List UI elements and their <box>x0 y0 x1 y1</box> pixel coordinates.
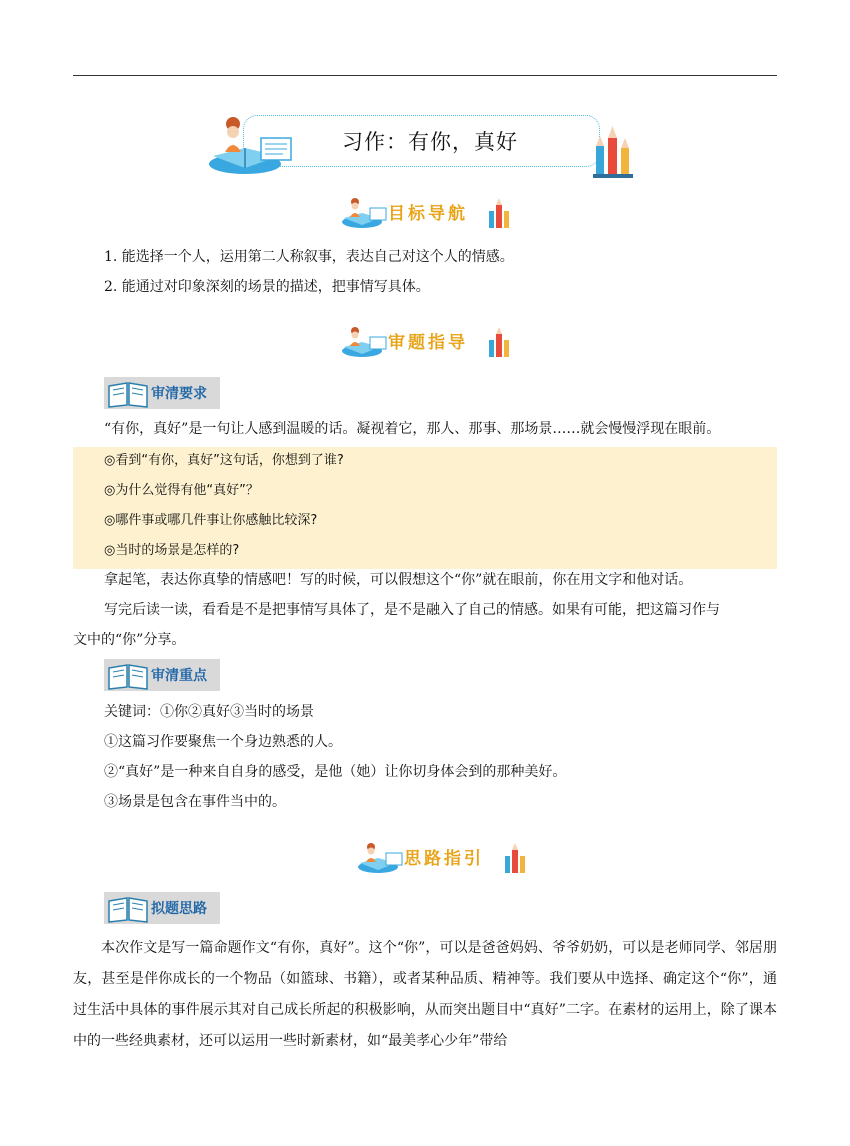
open-book-icon <box>107 895 149 923</box>
section-header-review <box>340 325 515 359</box>
requirement-text: 写完后读一读，看看是不是把事情写具体了，是不是融入了自己的情感。如果有可能，把这篇习作与 <box>104 602 720 618</box>
subheader-label: 拟题思路 <box>151 901 207 917</box>
focus-line: ②“真好”是一种来自自身的感受，是他（她）让你切身体会到的那种美好。 <box>104 764 567 780</box>
question-item: ◎当时的场景是怎样的? <box>104 543 240 558</box>
pencils-icon <box>502 842 528 874</box>
subheader-focus <box>104 659 220 691</box>
focus-line: ③场景是包含在事件当中的。 <box>104 794 286 810</box>
section-header-ideas <box>356 841 531 875</box>
question-item: ◎为什么觉得有他“真好”？ <box>104 483 259 498</box>
page-title: 习作：有你，真好 <box>342 130 518 154</box>
girl-reading-icon <box>340 196 388 230</box>
question-box <box>73 447 777 569</box>
thinking-paragraph: 本次作文是写一篇命题作文“有你，真好”。这个“你”，可以是爸爸妈妈、爷爷奶奶，可以是老师同学、邻居朋友，甚至是伴你成长的一个物品（如篮球、书籍），或者某种品质、精神等。我们要从中选择、确定这个“你”，通过生活中具体的事件展示其对自己成长所起的积极影响，从而突出题目中“真好”二字。在素材的运用上，除了课本中的一些经典素材，还可以运用一些时新素材，如“最美孝心少年”带给 <box>73 940 777 1049</box>
subheader-label: 审清重点 <box>151 668 207 684</box>
pencils-icon <box>486 197 512 229</box>
girl-reading-icon <box>356 841 404 875</box>
focus-line: 关键词：①你②真好③当时的场景 <box>104 704 314 720</box>
open-book-icon <box>107 662 149 690</box>
subheader-thinking <box>104 892 220 924</box>
pencils-icon <box>590 122 638 180</box>
section-title: 审题指导 <box>388 333 468 353</box>
goal-item: 2. 能通过对印象深刻的场景的描述，把事情写具体。 <box>104 279 430 295</box>
section-title: 目标导航 <box>388 204 468 224</box>
question-item: ◎哪件事或哪几件事让你感触比较深? <box>104 513 318 528</box>
title-banner <box>205 112 637 174</box>
girl-reading-icon <box>340 325 388 359</box>
section-header-goal <box>340 196 515 230</box>
focus-line: ①这篇习作要聚焦一个身边熟悉的人。 <box>104 734 342 750</box>
girl-reading-icon <box>205 112 297 178</box>
section-title: 思路指引 <box>404 849 484 869</box>
requirement-text: 文中的“你”分享。 <box>73 632 186 648</box>
subheader-label: 审清要求 <box>151 386 207 402</box>
header-rule <box>73 75 777 76</box>
requirement-text: 拿起笔，表达你真挚的情感吧！写的时候，可以假想这个“你”就在眼前，你在用文字和他对话。 <box>104 572 693 588</box>
subheader-requirements <box>104 377 220 409</box>
question-item: ◎看到“有你，真好”这句话，你想到了谁? <box>104 453 344 468</box>
pencils-icon <box>486 326 512 358</box>
open-book-icon <box>107 380 149 408</box>
goal-item: 1. 能选择一个人，运用第二人称叙事，表达自己对这个人的情感。 <box>104 249 514 265</box>
requirement-intro: “有你，真好”是一句让人感到温暖的话。凝视着它，那人、那事、那场景……就会慢慢浮现在眼前。 <box>104 421 721 437</box>
